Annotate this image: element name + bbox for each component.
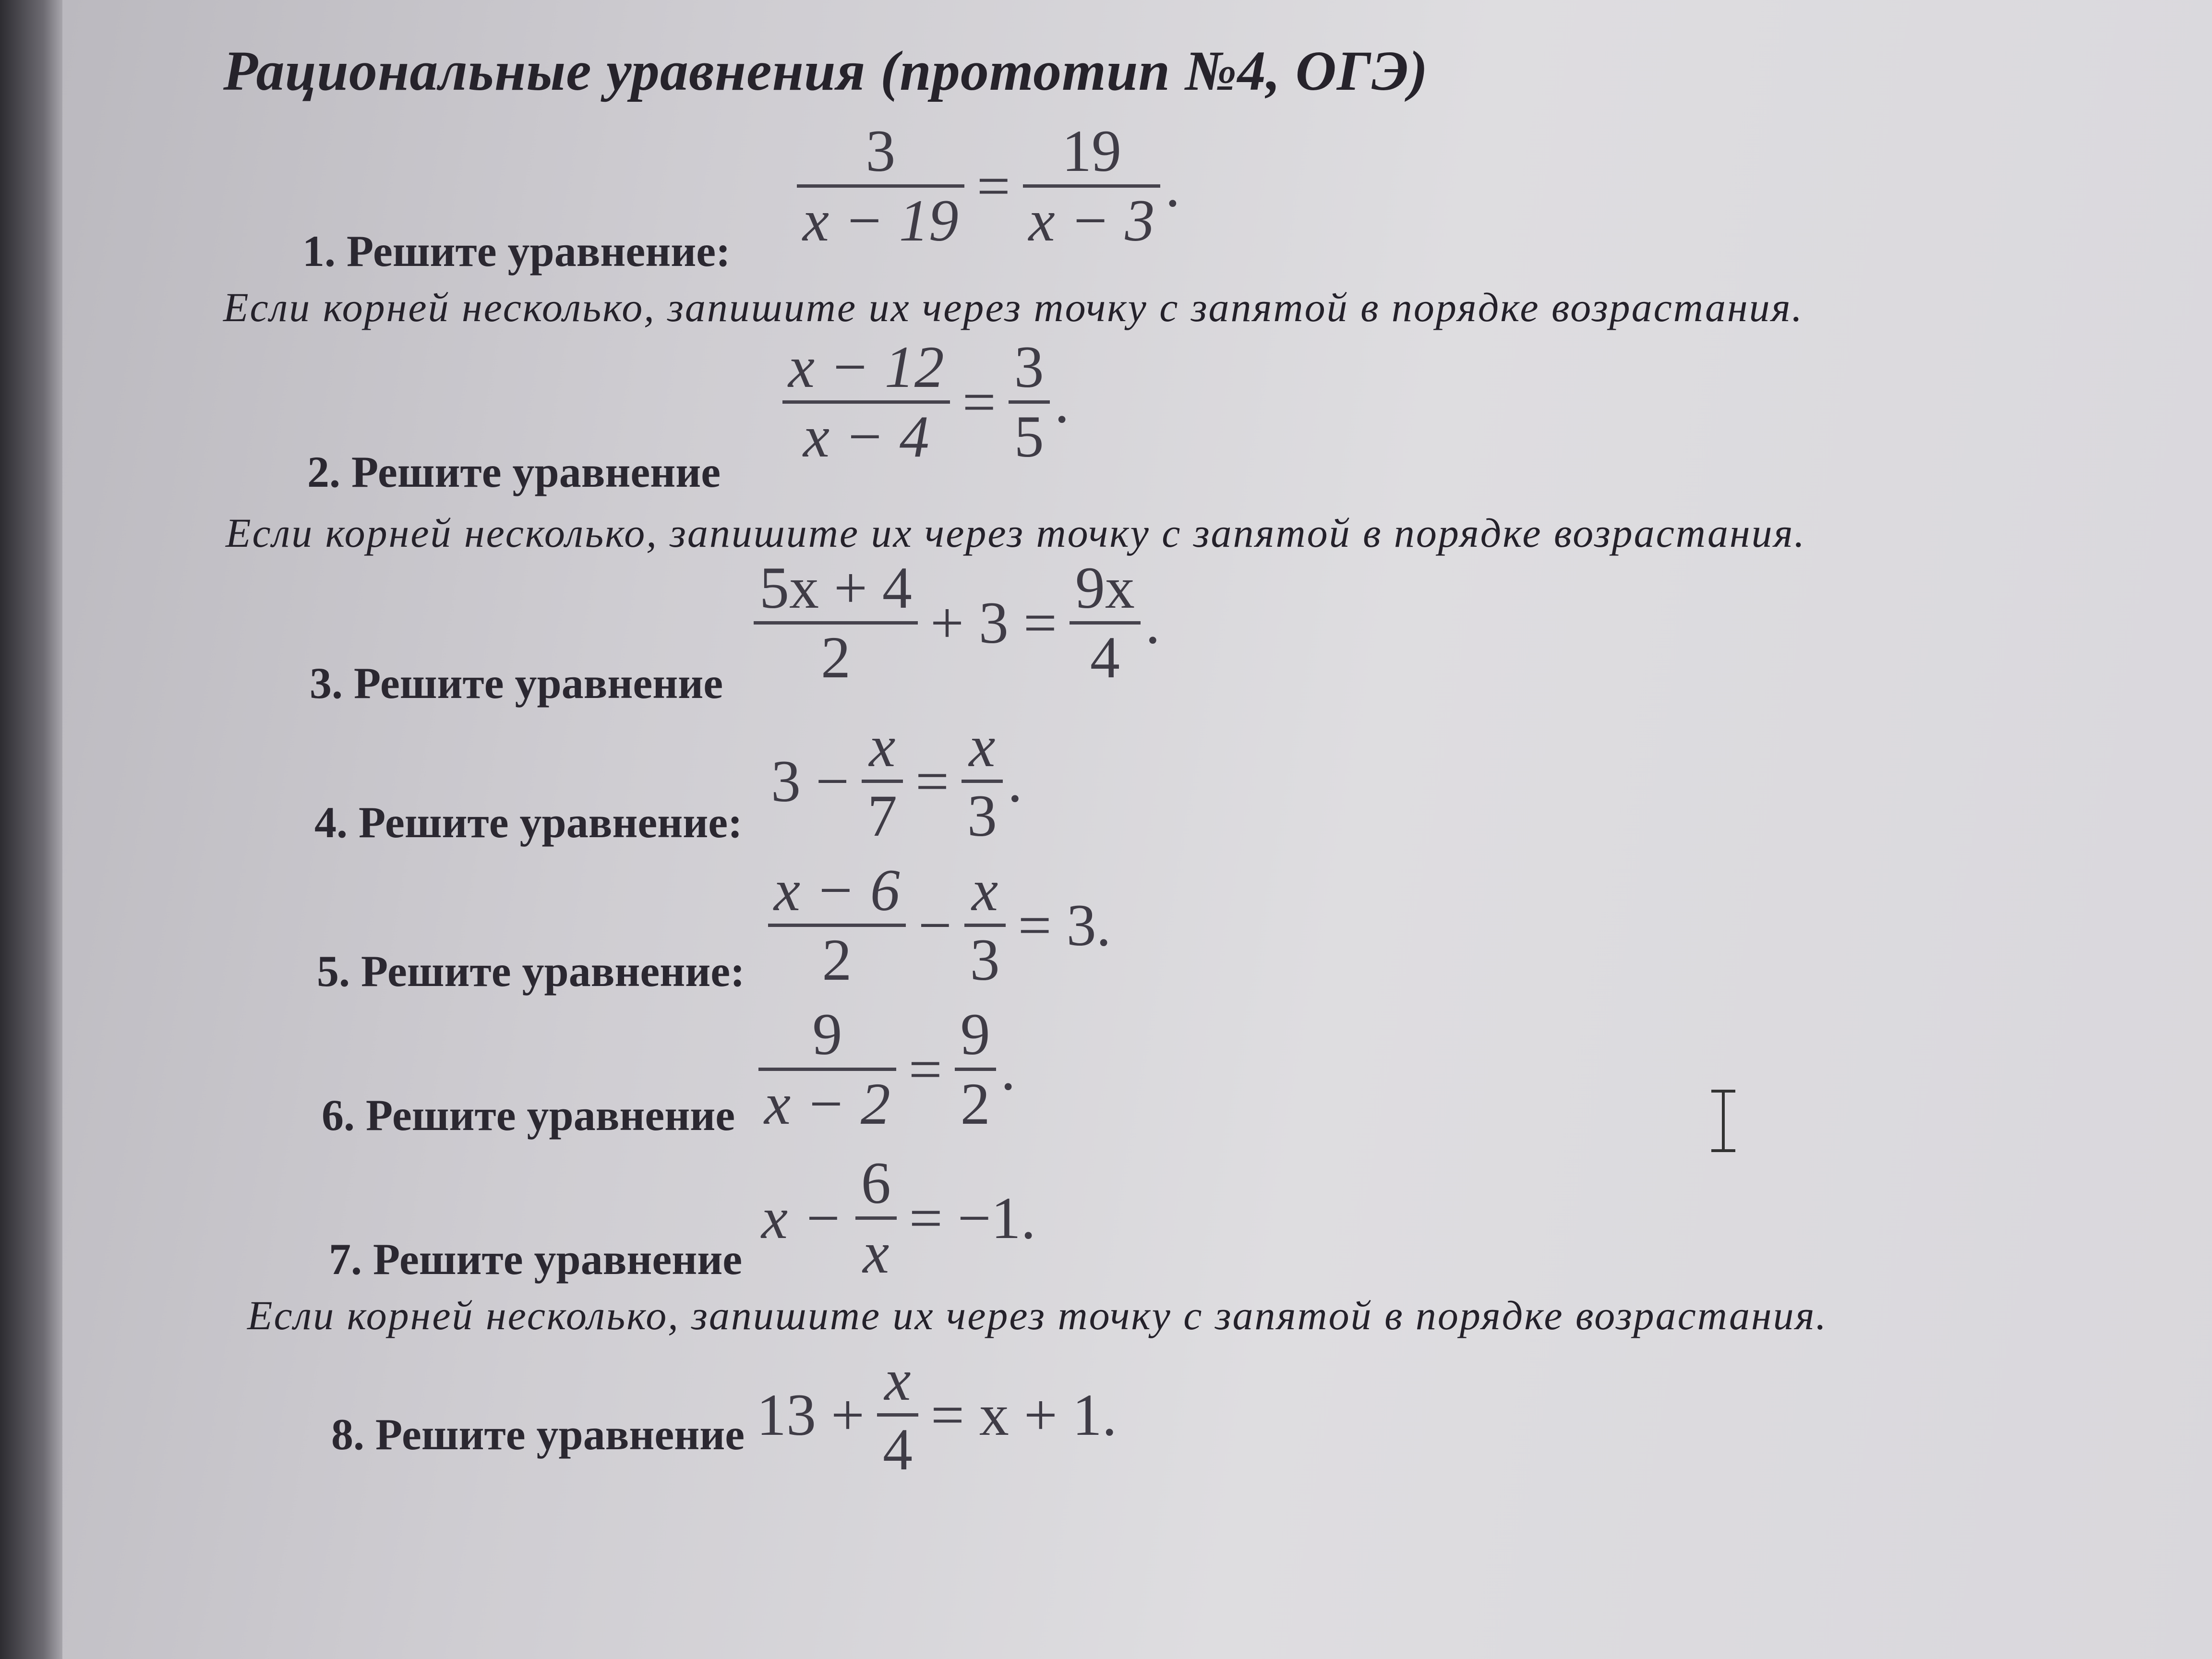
task-label: 7. Решите уравнение	[329, 1235, 743, 1284]
numerator: 6	[861, 1150, 891, 1216]
fraction	[758, 1003, 896, 1135]
equation-end: .	[1007, 748, 1022, 814]
fraction	[964, 859, 1006, 991]
numerator: x	[969, 713, 996, 779]
task-label: 6. Решите уравнение	[322, 1091, 735, 1140]
denominator: 2	[820, 625, 851, 691]
instruction-note: Если корней несколько, запишите их через точку с запятой в порядке возрастания.	[223, 284, 1804, 330]
fraction	[955, 1003, 996, 1135]
task-label: 2. Решите уравнение	[307, 447, 721, 496]
fraction	[797, 120, 964, 252]
fraction-bar	[862, 780, 903, 783]
denominator: x	[863, 1220, 890, 1286]
fraction-bar	[768, 924, 906, 927]
fraction	[1023, 120, 1161, 252]
denominator: x − 19	[803, 188, 959, 254]
equation-3	[749, 557, 1160, 689]
operator: =	[908, 1036, 942, 1102]
denominator: x − 3	[1028, 188, 1155, 254]
page-title: Рациональные уравнения (прототип №4, ОГЭ)	[223, 39, 1429, 102]
equation-4	[763, 715, 1022, 847]
numerator: 9x	[1075, 555, 1135, 621]
numerator: 3	[866, 118, 896, 184]
operator: =	[915, 748, 949, 814]
fraction-bar	[962, 780, 1003, 783]
equation-prefix: x −	[761, 1185, 843, 1251]
denominator: 4	[1090, 625, 1120, 691]
fraction-bar	[1009, 400, 1050, 404]
operator: −	[918, 892, 952, 958]
equation-end: .	[1165, 153, 1180, 219]
document-page	[62, 0, 2212, 1659]
monitor-bezel	[0, 0, 62, 1659]
fraction	[782, 336, 950, 468]
equation-end: = 3.	[1018, 892, 1111, 958]
numerator: x − 12	[788, 334, 944, 400]
text-cursor-icon	[1709, 1090, 1738, 1152]
fraction-bar	[782, 400, 950, 404]
task-label: 8. Решите уравнение	[331, 1410, 745, 1459]
numerator: x	[972, 857, 998, 923]
denominator: x − 4	[803, 404, 929, 470]
equation-prefix: 13 +	[757, 1382, 865, 1448]
fraction-bar	[754, 621, 918, 625]
equation-end: = x + 1.	[930, 1382, 1117, 1448]
denominator: 4	[882, 1417, 913, 1483]
fraction-bar	[855, 1216, 897, 1220]
fraction	[962, 715, 1003, 847]
equation-end: = −1.	[909, 1185, 1036, 1251]
equation-5	[763, 859, 1119, 991]
numerator: 5x + 4	[759, 555, 912, 621]
equation-end: .	[1054, 369, 1070, 435]
denominator: 3	[970, 927, 1000, 993]
numerator: 19	[1062, 118, 1122, 184]
numerator: x	[869, 713, 896, 779]
fraction	[855, 1152, 897, 1284]
equation-end: .	[1145, 589, 1160, 656]
fraction-bar	[1023, 184, 1161, 188]
equation-end: .	[1000, 1036, 1016, 1102]
fraction	[877, 1349, 918, 1481]
fraction-bar	[797, 184, 964, 188]
numerator: x − 6	[774, 857, 900, 923]
fraction	[1070, 557, 1141, 689]
operator: + 3 =	[930, 589, 1057, 656]
denominator: 5	[1014, 404, 1044, 470]
fraction	[768, 859, 906, 991]
task-label: 3. Решите уравнение	[310, 659, 723, 708]
operator: =	[962, 369, 996, 435]
denominator: 2	[960, 1071, 990, 1137]
equation-7	[754, 1152, 1044, 1284]
fraction-bar	[1070, 621, 1141, 625]
denominator: 2	[822, 927, 852, 993]
equation-6	[754, 1003, 1016, 1135]
equation-2	[778, 336, 1070, 468]
equation-1	[792, 120, 1180, 252]
numerator: 9	[960, 1001, 990, 1067]
denominator: x − 2	[764, 1071, 890, 1137]
task-label: 1. Решите уравнение:	[302, 227, 731, 276]
task-label: 4. Решите уравнение:	[314, 798, 743, 847]
numerator: 9	[812, 1001, 842, 1067]
task-label: 5. Решите уравнение:	[317, 947, 745, 996]
numerator: 3	[1014, 334, 1044, 400]
fraction-bar	[877, 1413, 918, 1417]
fraction-bar	[955, 1068, 996, 1071]
equation-8	[749, 1349, 1125, 1481]
fraction-bar	[758, 1068, 896, 1071]
instruction-note: Если корней несколько, запишите их через точку с запятой в порядке возрастания.	[226, 510, 1806, 556]
denominator: 7	[867, 783, 897, 849]
fraction	[1009, 336, 1050, 468]
equation-prefix: 3 −	[771, 748, 849, 814]
numerator: x	[884, 1347, 911, 1413]
fraction	[862, 715, 903, 847]
fraction	[754, 557, 918, 689]
fraction-bar	[964, 924, 1006, 927]
operator: =	[976, 153, 1010, 219]
instruction-note: Если корней несколько, запишите их через точку с запятой в порядке возрастания.	[247, 1292, 1828, 1338]
denominator: 3	[967, 783, 997, 849]
